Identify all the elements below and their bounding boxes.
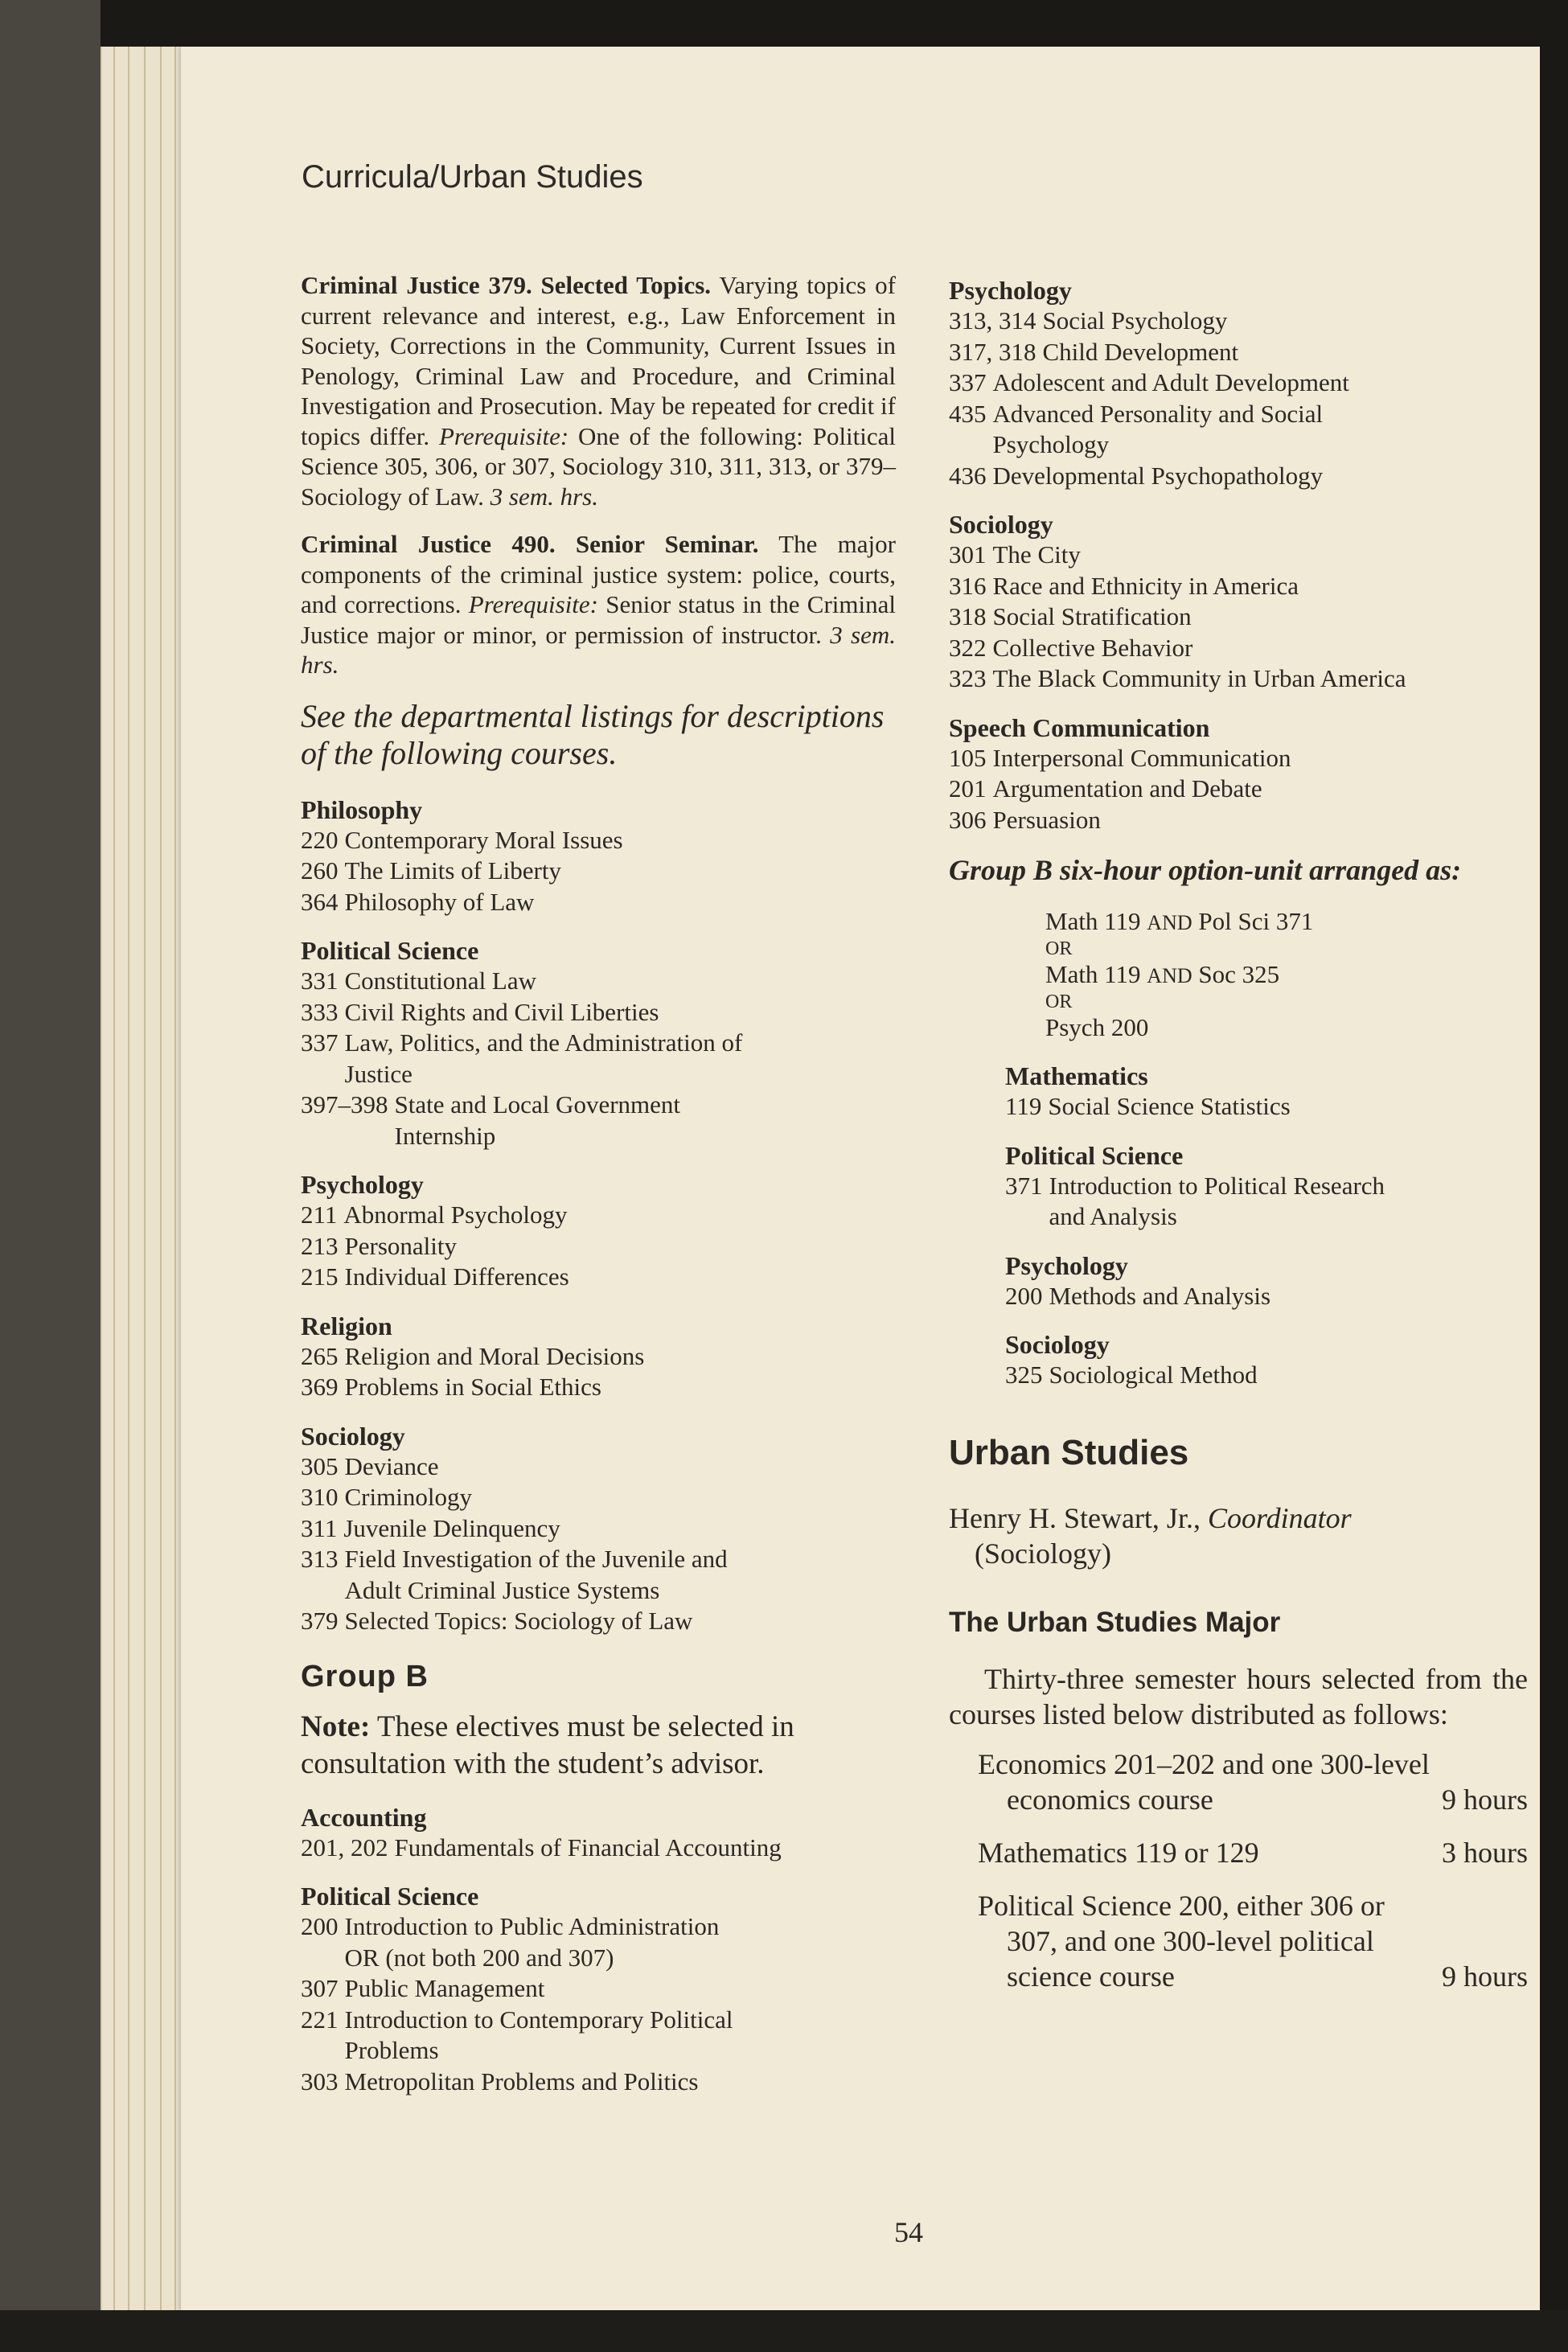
course-number: 311	[301, 1513, 338, 1542]
course-number: 200	[301, 1912, 339, 1940]
group-heading: Sociology	[1005, 1330, 1110, 1359]
course-number: 105	[949, 743, 987, 772]
requirement-row	[978, 1835, 1528, 1870]
course-title	[987, 663, 1406, 695]
course-title-text: Adolescent and Adult Development	[992, 368, 1349, 396]
major-heading: The Urban Studies Major	[949, 1606, 1281, 1638]
course-title	[337, 1200, 567, 1231]
course-title	[339, 887, 535, 918]
coordinator-name: Henry H. Stewart, Jr.,	[949, 1501, 1201, 1534]
group-heading: Religion	[301, 1311, 392, 1340]
prereq-text: Senior status in the Criminal Justice major or minor, or permission of instructor.	[301, 590, 897, 649]
requirement-hours: 9 hours	[1442, 1960, 1528, 1993]
course-title-text: Metropolitan Problems and Politics	[344, 2067, 699, 2095]
course-number: 307	[301, 1974, 339, 2002]
course-number: 337	[301, 1028, 339, 1057]
course-item	[949, 306, 1528, 337]
course-title	[1043, 1171, 1385, 1233]
course-title	[987, 774, 1262, 805]
course-item	[301, 1833, 896, 1864]
course-title-text: Selected Topics: Sociology of Law	[344, 1607, 693, 1635]
course-title-text: Problems in Social Ethics	[344, 1373, 601, 1401]
scan-border-bottom	[0, 2310, 1568, 2352]
course-title-text: Contemporary Moral Issues	[344, 825, 623, 854]
course-number: 313	[301, 1545, 339, 1573]
course-title	[987, 743, 1291, 774]
course-title	[987, 399, 1324, 461]
course-number: 306	[949, 805, 987, 834]
course-item	[949, 743, 1528, 774]
course-title-text: Field Investigation of the Juvenile and	[344, 1545, 728, 1573]
course-title-continued: OR (not both 200 and 307)	[344, 1943, 614, 1972]
course-title	[987, 461, 1324, 492]
course-item	[949, 367, 1528, 399]
course-item	[301, 1606, 896, 1637]
course-item	[301, 2067, 896, 2098]
scan-border-top	[0, 0, 1568, 47]
course-cj-379	[301, 270, 896, 511]
course-item	[1005, 1171, 1528, 1233]
course-item	[301, 1231, 896, 1262]
course-title-text: Constitutional Law	[344, 967, 537, 995]
option-course: Soc 325	[1198, 960, 1280, 988]
prereq-label: Prerequisite:	[438, 421, 569, 450]
running-head-sub: Urban Studies	[439, 159, 643, 195]
requirements-list	[949, 1747, 1528, 1994]
course-title-text: Social Psychology	[1042, 306, 1228, 335]
course-title	[987, 601, 1192, 633]
course-number: 201, 202	[301, 1833, 388, 1861]
course-item	[301, 2005, 896, 2067]
course-title-text: Public Management	[344, 1974, 545, 2002]
course-title	[339, 1451, 439, 1483]
course-title	[388, 1090, 681, 1151]
course-number: 333	[301, 997, 339, 1026]
course-group	[1005, 1250, 1528, 1312]
course-number: 325	[1005, 1361, 1043, 1389]
course-item	[949, 663, 1528, 695]
course-item	[949, 601, 1528, 633]
option-course: Pol Sci 371	[1198, 907, 1314, 935]
see-departmental-note: See the departmental listings for descriptions of the following courses.	[301, 697, 885, 771]
course-title-text: Advanced Personality and Social	[992, 399, 1324, 428]
course-title	[337, 1513, 560, 1545]
option-or: OR	[1045, 938, 1073, 959]
course-number: 201	[949, 774, 987, 802]
course-item	[1005, 1360, 1528, 1391]
course-title	[1043, 1360, 1258, 1391]
course-title	[987, 367, 1349, 399]
course-item	[301, 856, 896, 887]
course-group	[301, 1311, 896, 1403]
course-title-text: Juvenile Delinquency	[343, 1513, 560, 1542]
course-number: 435	[949, 399, 987, 428]
course-description: The major components of the criminal justice system: police, courts, and corrections.	[301, 530, 896, 618]
course-item	[949, 633, 1528, 664]
prereq-text: One of the following: Political Science 305, 306, or 307, Sociology 310, 311, 313, or 379–Sociology of Law.	[301, 421, 897, 511]
course-item	[949, 805, 1528, 836]
course-title	[339, 997, 659, 1028]
course-item	[301, 1973, 896, 2005]
course-title-continued: Adult Criminal Justice Systems	[344, 1575, 660, 1604]
group-heading: Accounting	[301, 1802, 427, 1832]
course-title	[339, 1606, 693, 1637]
coordinator	[949, 1500, 1528, 1536]
course-item	[301, 1341, 896, 1373]
course-group	[949, 275, 1528, 491]
course-title-text: Individual Differences	[344, 1262, 569, 1291]
course-group	[949, 509, 1528, 695]
course-title	[339, 1341, 645, 1373]
major-intro: Thirty-three semester hours selected from the courses listed below distributed as follows:	[949, 1662, 1528, 1730]
course-title-text: Criminology	[344, 1483, 472, 1511]
course-description: Varying topics of current relevance and interest, e.g., Law Enforcement in Society, Corrections in the Community, Current Issues in Penology, Criminal Law and Procedure, and Criminal Investigation and Prosecution. May be repeated for credit if topics differ.	[301, 271, 896, 450]
course-title	[339, 1231, 458, 1262]
course-group	[301, 1169, 896, 1293]
course-number: 337	[949, 368, 987, 396]
course-title-text: The Black Community in Urban America	[992, 664, 1406, 692]
option-unit-heading: Group B six-hour option-unit arranged as:	[949, 854, 1462, 886]
course-number: 318	[949, 602, 987, 630]
option-unit-arrangement	[949, 908, 1528, 1041]
course-number: 371	[1005, 1171, 1043, 1200]
course-number: 119	[1005, 1092, 1042, 1120]
course-title-text: Race and Ethnicity in America	[992, 571, 1299, 600]
left-column	[301, 270, 896, 2115]
coordinator-role: Coordinator	[1207, 1501, 1352, 1534]
course-title-text: Religion and Moral Decisions	[344, 1341, 645, 1370]
course-item	[301, 1262, 896, 1293]
course-title	[1036, 337, 1239, 368]
page-stack-edges	[101, 47, 187, 2310]
course-item	[301, 997, 896, 1028]
course-title-text: Personality	[344, 1231, 457, 1260]
course-number: 303	[301, 2067, 339, 2095]
course-title	[987, 633, 1193, 664]
course-number: 220	[301, 825, 339, 854]
course-item	[949, 337, 1528, 368]
option-and: AND	[1147, 911, 1192, 934]
course-title-continued: and Analysis	[1049, 1202, 1177, 1230]
course-title-text: Developmental Psychopathology	[992, 461, 1324, 490]
course-item	[301, 1513, 896, 1545]
course-title-text: The City	[992, 540, 1081, 569]
course-number: 211	[301, 1201, 338, 1229]
course-number: 215	[301, 1262, 339, 1291]
group-heading: Political Science	[301, 1882, 479, 1911]
course-item	[949, 399, 1528, 461]
course-title-text: Abnormal Psychology	[343, 1201, 568, 1229]
course-heading: Criminal Justice 490. Senior Seminar.	[301, 530, 759, 558]
course-number: 436	[949, 461, 987, 490]
course-item	[301, 1451, 896, 1483]
group-b-course-lists-continued	[949, 275, 1528, 835]
course-number: 305	[301, 1451, 339, 1480]
course-title-text: Child Development	[1042, 337, 1239, 366]
option-course: Psych 200	[1045, 1013, 1149, 1041]
page-number: 54	[894, 2216, 923, 2248]
course-title	[339, 1028, 743, 1090]
course-title-text: Fundamentals of Financial Accounting	[394, 1833, 782, 1861]
course-title-text: State and Local Government	[394, 1090, 681, 1119]
course-number: 322	[949, 633, 987, 662]
course-title-text: Methods and Analysis	[1049, 1281, 1271, 1310]
course-number: 316	[949, 571, 987, 600]
course-title-text: Interpersonal Communication	[992, 743, 1291, 772]
requirement-hours: 9 hours	[1442, 1783, 1528, 1816]
course-item	[949, 774, 1528, 805]
course-number: 265	[301, 1341, 339, 1370]
course-group	[1005, 1140, 1528, 1233]
note-label: Note:	[301, 1710, 371, 1743]
course-number: 323	[949, 664, 987, 692]
course-title	[987, 805, 1101, 836]
credit-hours: 3 sem. hrs.	[301, 620, 897, 679]
course-title-text: Introduction to Contemporary Political	[344, 2005, 733, 2034]
course-title	[1036, 306, 1228, 337]
course-title	[339, 2005, 733, 2067]
course-title-text: Introduction to Public Administration	[344, 1912, 720, 1940]
coordinator-department: (Sociology)	[975, 1537, 1111, 1570]
section-title: Urban Studies	[949, 1432, 1189, 1472]
course-title	[987, 571, 1299, 602]
course-title-continued: Problems	[344, 2036, 439, 2064]
group-heading: Political Science	[301, 936, 479, 965]
course-group	[301, 935, 896, 1151]
course-title	[987, 540, 1081, 571]
group-a-course-lists	[301, 794, 896, 1637]
course-cj-490	[301, 529, 896, 680]
group-b-course-lists	[301, 1802, 896, 2098]
course-title-text: Social Science Statistics	[1048, 1092, 1291, 1120]
group-heading: Sociology	[301, 1421, 405, 1451]
course-number: 200	[1005, 1281, 1043, 1310]
course-title	[339, 1544, 728, 1606]
course-title-text: The Limits of Liberty	[344, 856, 561, 885]
requirement-row	[978, 1747, 1528, 1817]
course-title-continued: Justice	[344, 1059, 413, 1088]
course-item	[949, 571, 1528, 602]
option-or: OR	[1045, 991, 1073, 1012]
course-group	[949, 712, 1528, 836]
group-heading: Speech Communication	[949, 712, 1210, 742]
course-number: 397–398	[301, 1090, 388, 1119]
course-number: 379	[301, 1607, 339, 1635]
course-title-text: Law, Politics, and the Administration of	[344, 1028, 743, 1057]
requirement-text: Economics 201–202 and one 300-level economics course	[978, 1747, 1430, 1816]
course-title	[339, 1262, 569, 1293]
group-heading: Psychology	[949, 276, 1072, 305]
course-group	[301, 1421, 896, 1637]
course-title-continued: Psychology	[992, 430, 1110, 458]
group-b-note	[301, 1709, 896, 1783]
course-title	[339, 1482, 472, 1513]
course-number: 310	[301, 1483, 339, 1511]
course-title-text: Philosophy of Law	[344, 887, 535, 916]
note-text: These electives must be selected in consultation with the student’s advisor.	[301, 1710, 794, 1780]
course-group	[301, 1881, 896, 2097]
course-item	[301, 1090, 896, 1151]
course-title	[339, 2067, 699, 2098]
course-title-text: Collective Behavior	[992, 633, 1193, 662]
course-number: 260	[301, 856, 339, 885]
group-heading: Philosophy	[301, 794, 423, 824]
scan-border-right	[1540, 0, 1568, 2352]
group-heading: Mathematics	[1005, 1061, 1148, 1090]
course-title-text: Argumentation and Debate	[992, 774, 1262, 802]
course-group	[1005, 1329, 1528, 1391]
course-heading: Criminal Justice 379. Selected Topics.	[301, 271, 712, 299]
urban-studies-section	[949, 1433, 1528, 1994]
course-item	[301, 825, 896, 856]
course-title-text: Civil Rights and Civil Liberties	[344, 997, 659, 1026]
course-item	[301, 887, 896, 918]
group-heading: Sociology	[949, 510, 1053, 539]
course-title-continued: Internship	[394, 1121, 496, 1150]
course-item	[301, 1544, 896, 1606]
course-title	[388, 1833, 782, 1864]
course-number: 301	[949, 540, 987, 569]
course-title-text: Social Stratification	[992, 602, 1192, 630]
course-title-text: Introduction to Political Research	[1049, 1171, 1385, 1200]
course-item	[301, 1482, 896, 1513]
requirement-text: Mathematics 119 or 129	[978, 1836, 1259, 1869]
course-title	[1041, 1091, 1290, 1123]
course-title-text: Deviance	[344, 1451, 439, 1480]
option-and: AND	[1147, 964, 1192, 987]
course-item	[949, 540, 1528, 571]
course-title	[339, 825, 623, 856]
course-item	[301, 966, 896, 997]
course-title	[339, 966, 537, 997]
running-head-section: Curricula	[302, 159, 431, 195]
course-group	[301, 794, 896, 918]
option-unit-courses	[949, 1061, 1528, 1391]
requirement-text: Political Science 200, either 306 or 307, and one 300-level political science course	[978, 1889, 1385, 1993]
running-head: Curricula/Urban Studies	[302, 159, 643, 195]
prereq-label: Prerequisite:	[468, 590, 599, 618]
course-title	[339, 856, 561, 887]
course-number: 364	[301, 887, 339, 916]
course-number: 317, 318	[949, 337, 1036, 366]
right-column	[949, 275, 1528, 2012]
course-title	[339, 1973, 545, 2005]
requirement-row	[978, 1888, 1528, 1994]
course-item	[301, 1911, 896, 1973]
course-number: 369	[301, 1373, 339, 1401]
requirement-hours: 3 hours	[1442, 1836, 1528, 1869]
option-course: Math 119	[1045, 960, 1141, 988]
scan-border-left	[0, 0, 101, 2352]
group-b-heading: Group B	[301, 1659, 429, 1693]
course-title	[339, 1911, 720, 1973]
course-item	[301, 1028, 896, 1090]
course-item	[949, 461, 1528, 492]
credit-hours: 3 sem. hrs.	[490, 482, 598, 511]
course-title-text: Sociological Method	[1049, 1361, 1258, 1389]
course-number: 221	[301, 2005, 339, 2034]
option-course: Math 119	[1045, 907, 1141, 935]
group-heading: Psychology	[1005, 1250, 1128, 1280]
course-item	[301, 1200, 896, 1231]
course-title-text: Persuasion	[992, 805, 1101, 834]
group-heading: Psychology	[301, 1170, 424, 1199]
course-item	[301, 1372, 896, 1403]
course-group	[1005, 1061, 1528, 1123]
course-group	[301, 1802, 896, 1864]
course-number: 331	[301, 967, 339, 995]
course-title	[339, 1372, 601, 1403]
course-title	[1043, 1281, 1271, 1312]
course-item	[1005, 1281, 1528, 1312]
course-number: 313, 314	[949, 306, 1036, 335]
course-item	[1005, 1091, 1528, 1123]
group-heading: Political Science	[1005, 1140, 1184, 1170]
course-number: 213	[301, 1231, 339, 1260]
